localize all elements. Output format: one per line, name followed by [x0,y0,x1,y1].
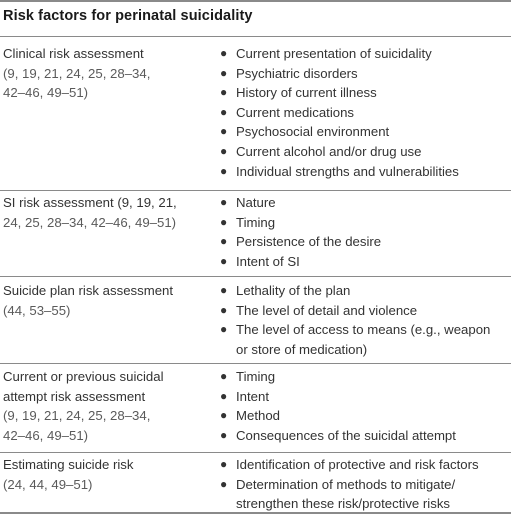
row-label [3,193,208,232]
bullet-list [220,367,510,445]
bullet-icon: ● [220,283,228,297]
bullet-icon: ● [220,85,228,100]
item-text-continued: or store of medication) [236,341,368,357]
list-item [220,281,510,301]
list-item [220,252,510,272]
label-line: 42–46, 49–51) [3,85,89,101]
bullet-icon: ● [220,214,228,229]
bullet-list [220,193,510,271]
header-rule [0,36,511,37]
list-item [220,142,510,162]
label-line: Estimating suicide risk [3,457,134,472]
list-item [220,320,510,359]
row-divider [0,452,511,453]
bullet-icon: ● [220,408,228,423]
bullet-list [220,281,510,359]
label-line: (9, 19, 21, 24, 25, 28–34, [3,408,151,424]
bullet-icon: ● [220,143,228,158]
bullet-icon: ● [220,476,228,491]
item-text: Nature [236,195,276,210]
item-text: Method [236,408,280,424]
item-text: The level of detail and violence [236,302,418,318]
list-item [220,475,510,514]
item-text: Consequences of the suicidal attempt [236,427,456,443]
bullet-icon: ● [220,457,228,471]
row-divider [0,190,511,191]
label-line: (24, 44, 49–51) [3,476,93,492]
item-text: Current medications [236,104,355,120]
bullet-icon: ● [220,195,228,209]
list-item [220,64,510,84]
item-text: Intent [236,388,269,404]
list-item [220,193,510,213]
item-text: Individual strengths and vulnerabilities [236,163,459,179]
label-line: attempt risk assessment [3,388,146,404]
bullet-icon: ● [220,65,228,80]
bullet-icon: ● [220,46,228,60]
label-line: (44, 53–55) [3,302,71,318]
label-line: SI risk assessment (9, 19, 21, [3,195,177,210]
item-text: History of current illness [236,85,377,101]
item-text: Determination of methods to mitigate/ [236,476,456,492]
row-label [3,281,208,320]
bullet-icon: ● [220,369,228,383]
bullet-icon: ● [220,388,228,403]
item-text: The level of access to means (e.g., weapon [236,322,491,338]
bullet-icon: ● [220,253,228,268]
label-line: Clinical risk assessment [3,46,144,61]
item-text: Current presentation of suicidality [236,46,432,61]
bullet-list [220,44,510,181]
table-title: Risk factors for perinatal suicidality [3,8,253,24]
list-item [220,122,510,142]
list-item [220,232,510,252]
list-item [220,301,510,321]
list-item [220,162,510,182]
bullet-list [220,455,510,514]
bullet-icon: ● [220,302,228,317]
list-item [220,83,510,103]
bullet-icon: ● [220,427,228,442]
label-line: Current or previous suicidal [3,369,164,384]
bullet-icon: ● [220,124,228,139]
item-text: Lethality of the plan [236,283,351,298]
item-text: Intent of SI [236,253,300,269]
row-divider [0,276,511,277]
table-top-rule [0,0,511,2]
item-text: Timing [236,214,276,230]
list-item [220,44,510,64]
row-divider [0,363,511,364]
table-bottom-rule [0,512,511,514]
list-item [220,406,510,426]
label-line: (9, 19, 21, 24, 25, 28–34, [3,65,151,81]
bullet-icon: ● [220,104,228,119]
bullet-icon: ● [220,163,228,178]
label-line: Suicide plan risk assessment [3,283,174,298]
row-label [3,367,208,445]
list-item [220,455,510,475]
list-item [220,103,510,123]
row-label [3,455,208,494]
item-text: Psychosocial environment [236,124,390,140]
item-text: Current alcohol and/or drug use [236,143,422,159]
row-label [3,44,208,103]
list-item [220,367,510,387]
item-text: Persistence of the desire [236,234,382,250]
label-line: 24, 25, 28–34, 42–46, 49–51) [3,214,177,230]
item-text: Psychiatric disorders [236,65,358,81]
list-item [220,213,510,233]
item-text: Timing [236,369,276,384]
item-text-continued: strengthen these risk/protective risks [236,496,451,512]
list-item [220,387,510,407]
bullet-icon: ● [220,234,228,249]
bullet-icon: ● [220,322,228,337]
label-line: 42–46, 49–51) [3,427,89,443]
item-text: Identification of protective and risk factors [236,457,479,472]
list-item [220,426,510,446]
